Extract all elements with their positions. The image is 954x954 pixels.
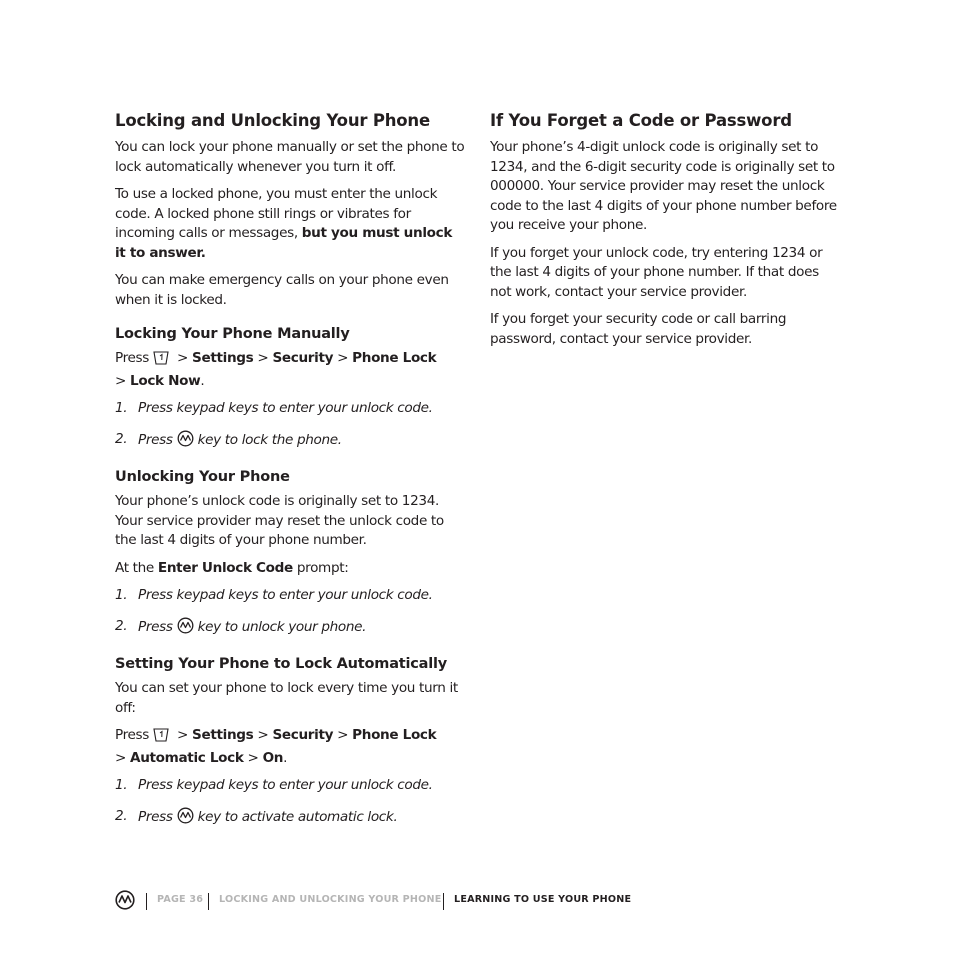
- step-text: Press keypad keys to enter your unlock code.: [138, 400, 433, 416]
- prompt-name: Enter Unlock Code: [157, 559, 293, 576]
- page-footer: [115, 890, 835, 912]
- center-select-key-icon: [177, 430, 194, 454]
- path-separator: >: [115, 372, 127, 389]
- step-rest: key to activate automatic lock.: [197, 808, 398, 825]
- manual-step-1: [115, 399, 465, 419]
- unlock-step-2: [115, 617, 465, 641]
- auto-step-2: [115, 807, 465, 831]
- subheading-unlocking: Unlocking Your Phone: [115, 469, 290, 485]
- path-separator: >: [177, 350, 189, 366]
- manual-menu-path: [115, 349, 465, 391]
- prompt-prefix: At the: [115, 559, 154, 576]
- path-separator: >: [257, 727, 269, 743]
- step-number: 2.: [115, 807, 128, 824]
- path-settings: Settings: [192, 350, 254, 366]
- step-text: [138, 617, 366, 641]
- path-separator: >: [257, 350, 269, 366]
- step-number: 2.: [115, 617, 128, 634]
- step-number: 2.: [115, 430, 128, 447]
- intro-paragraph-2-text: To use a locked phone, you must enter the unlock code. A locked phone still rings or vibrates for incoming calls or messages,: [115, 186, 438, 241]
- step-text: [138, 430, 342, 454]
- menu-key-icon: [153, 728, 169, 749]
- auto-step-1: [115, 776, 465, 796]
- step-number: 1.: [115, 777, 128, 793]
- menu-key-icon: [153, 351, 169, 372]
- auto-paragraph-1: You can set your phone to lock every time you turn it off:: [115, 680, 458, 716]
- forget-paragraph-3: If you forget your security code or call barring password, contact your service provider.: [490, 311, 787, 347]
- step-rest: key to lock the phone.: [197, 431, 342, 448]
- path-period: .: [283, 749, 288, 766]
- unlock-prompt-line: [115, 559, 465, 579]
- center-select-key-icon: [177, 617, 194, 641]
- motorola-logo-icon: [115, 890, 135, 914]
- center-select-key-icon: [177, 807, 194, 831]
- path-security: Security: [272, 727, 334, 743]
- step-rest: key to unlock your phone.: [197, 618, 367, 635]
- path-separator: >: [177, 727, 189, 743]
- step-press: Press: [138, 618, 173, 635]
- intro-paragraph-2: [115, 185, 465, 263]
- right-column: [490, 110, 840, 357]
- intro-paragraph-1: You can lock your phone manually or set the phone to lock automatically whenever you turn it off.: [115, 139, 465, 175]
- forget-paragraph-1: Your phone’s 4-digit unlock code is originally set to 1234, and the 6-digit security code is originally set to 000000. Your service provider may reset the unlock code to the last 4 digits of your phone number before you receive your phone.: [490, 139, 837, 233]
- step-text: [138, 807, 397, 831]
- step-press: Press: [138, 808, 173, 825]
- path-phone-lock: Phone Lock: [352, 727, 437, 743]
- footer-divider: [146, 893, 147, 910]
- section-title-forget-code: If You Forget a Code or Password: [490, 111, 792, 130]
- intro-paragraph-2-bold: but you must unlock it to answer.: [115, 225, 453, 261]
- path-period: .: [200, 372, 205, 389]
- subheading-auto-lock: Setting Your Phone to Lock Automatically: [115, 656, 448, 672]
- subheading-manual: Locking Your Phone Manually: [115, 326, 350, 342]
- press-label: Press: [115, 350, 150, 366]
- path-separator: >: [247, 749, 259, 766]
- step-press: Press: [138, 431, 173, 448]
- forget-paragraph-2: If you forget your unlock code, try entering 1234 or the last 4 digits of your phone number. If that does not work, contact your service provider.: [490, 244, 823, 300]
- manual-step-2: [115, 430, 465, 454]
- intro-paragraph-3: You can make emergency calls on your phone even when it is locked.: [115, 272, 449, 308]
- press-label: Press: [115, 727, 150, 743]
- path-security: Security: [272, 350, 334, 366]
- left-column: [115, 110, 465, 841]
- path-separator: >: [115, 749, 127, 766]
- path-separator: >: [337, 350, 349, 366]
- section-title-locking: Locking and Unlocking Your Phone: [115, 111, 430, 130]
- step-number: 1.: [115, 587, 128, 603]
- footer-divider: [443, 893, 444, 910]
- path-phone-lock: Phone Lock: [352, 350, 437, 366]
- path-separator: >: [337, 727, 349, 743]
- path-lock-now: Lock Now: [130, 372, 201, 389]
- auto-menu-path: [115, 726, 465, 768]
- prompt-suffix: prompt:: [296, 559, 349, 576]
- unlock-step-1: [115, 586, 465, 606]
- footer-divider: [208, 893, 209, 910]
- step-text: Press keypad keys to enter your unlock code.: [138, 587, 433, 603]
- path-on: On: [262, 749, 284, 766]
- path-automatic-lock: Automatic Lock: [130, 749, 244, 766]
- path-settings: Settings: [192, 727, 254, 743]
- footer-chapter-name: LEARNING TO USE YOUR PHONE: [454, 894, 632, 905]
- unlock-paragraph-1: Your phone’s unlock code is originally set to 1234. Your service provider may reset the unlock code to the last 4 digits of your phone number.: [115, 493, 444, 548]
- step-text: Press keypad keys to enter your unlock code.: [138, 777, 433, 793]
- footer-page-number: PAGE 36: [157, 894, 204, 905]
- footer-section-name: LOCKING AND UNLOCKING YOUR PHONE: [219, 894, 442, 905]
- step-number: 1.: [115, 400, 128, 416]
